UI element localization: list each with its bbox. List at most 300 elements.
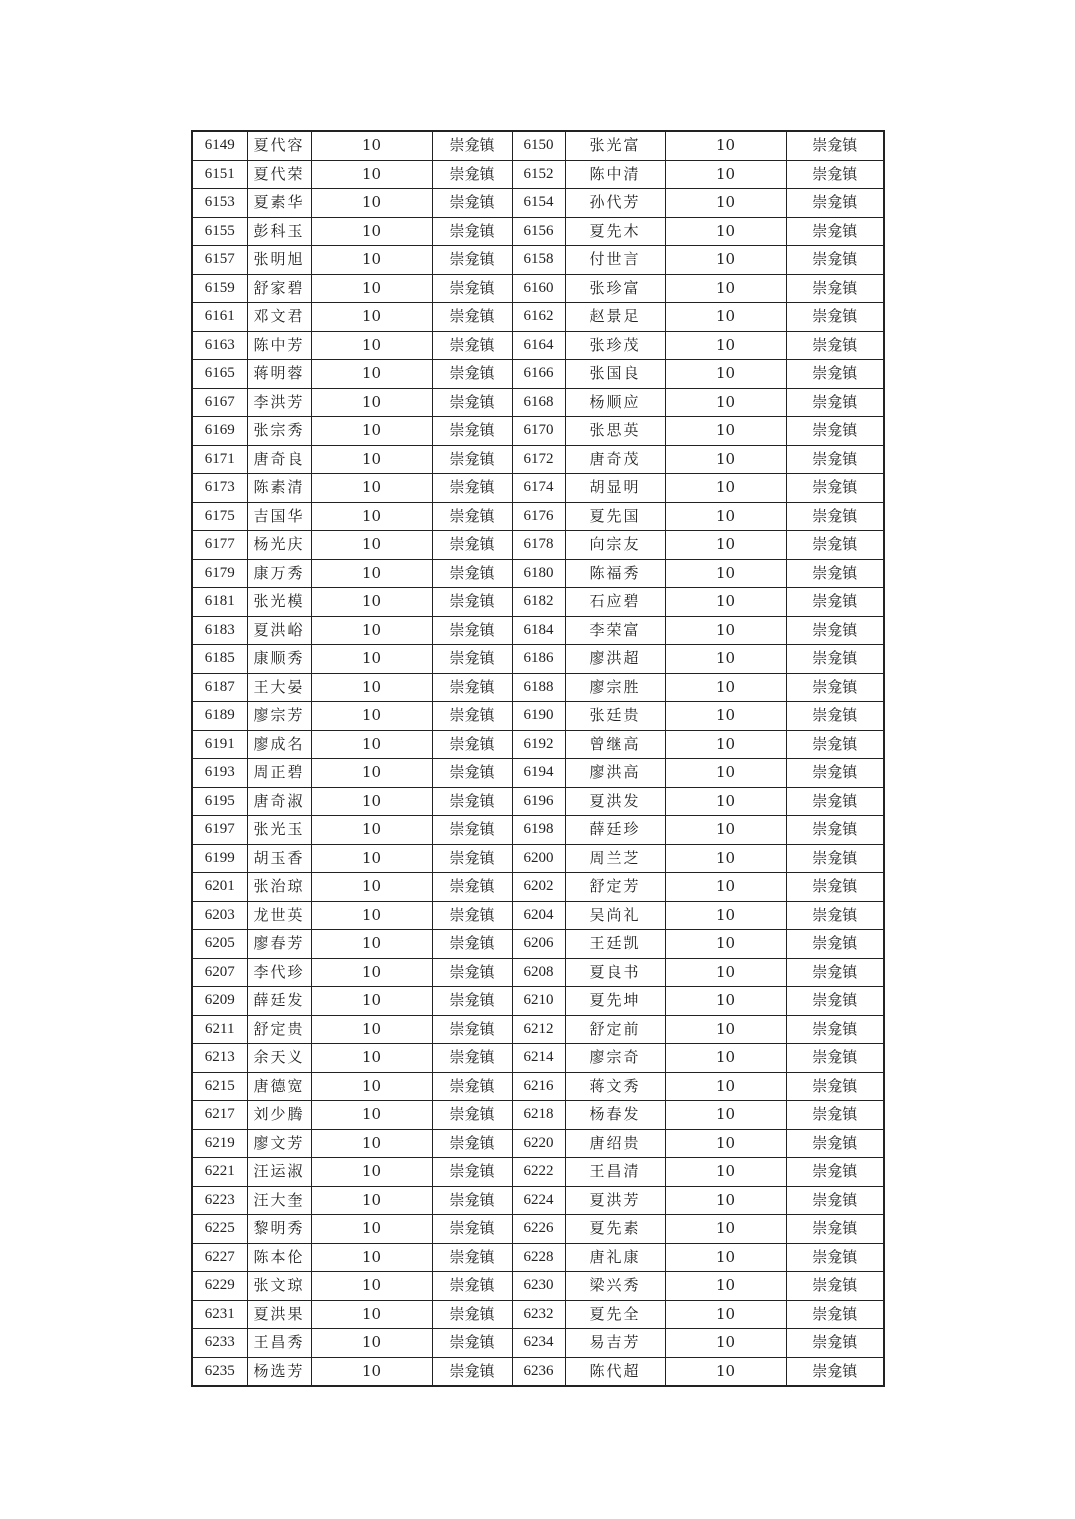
serial-number-cell: 6158 [512, 246, 565, 275]
name-cell: 陈代超 [565, 1357, 665, 1386]
name-cell: 吉国华 [247, 502, 311, 531]
name-cell: 胡显明 [565, 474, 665, 503]
town-cell: 崇龛镇 [432, 360, 512, 389]
name-cell: 廖春芳 [247, 930, 311, 959]
town-cell: 崇龛镇 [786, 1158, 884, 1187]
serial-number-cell: 6155 [192, 217, 247, 246]
amount-cell: 10 [665, 1357, 786, 1386]
serial-number-cell: 6175 [192, 502, 247, 531]
serial-number-cell: 6178 [512, 531, 565, 560]
serial-number-cell: 6181 [192, 588, 247, 617]
town-cell: 崇龛镇 [786, 1015, 884, 1044]
serial-number-cell: 6193 [192, 759, 247, 788]
serial-number-cell: 6236 [512, 1357, 565, 1386]
name-cell: 汪运淑 [247, 1158, 311, 1187]
amount-cell: 10 [665, 901, 786, 930]
amount-cell: 10 [311, 502, 432, 531]
table-row [192, 1129, 884, 1158]
serial-number-cell: 6200 [512, 844, 565, 873]
serial-number-cell: 6228 [512, 1243, 565, 1272]
serial-number-cell: 6222 [512, 1158, 565, 1187]
town-cell: 崇龛镇 [786, 645, 884, 674]
roster-table [191, 130, 885, 1387]
name-cell: 王昌清 [565, 1158, 665, 1187]
amount-cell: 10 [665, 588, 786, 617]
town-cell: 崇龛镇 [786, 930, 884, 959]
name-cell: 舒定芳 [565, 873, 665, 902]
amount-cell: 10 [665, 1044, 786, 1073]
table-row [192, 360, 884, 389]
amount-cell: 10 [311, 702, 432, 731]
amount-cell: 10 [311, 673, 432, 702]
amount-cell: 10 [311, 1072, 432, 1101]
serial-number-cell: 6233 [192, 1329, 247, 1358]
serial-number-cell: 6150 [512, 131, 565, 160]
town-cell: 崇龛镇 [786, 1044, 884, 1073]
amount-cell: 10 [311, 531, 432, 560]
serial-number-cell: 6176 [512, 502, 565, 531]
name-cell: 唐绍贵 [565, 1129, 665, 1158]
serial-number-cell: 6167 [192, 388, 247, 417]
town-cell: 崇龛镇 [432, 189, 512, 218]
town-cell: 崇龛镇 [432, 303, 512, 332]
town-cell: 崇龛镇 [786, 445, 884, 474]
name-cell: 张国良 [565, 360, 665, 389]
amount-cell: 10 [311, 1186, 432, 1215]
town-cell: 崇龛镇 [786, 1329, 884, 1358]
town-cell: 崇龛镇 [432, 787, 512, 816]
amount-cell: 10 [311, 816, 432, 845]
amount-cell: 10 [665, 930, 786, 959]
town-cell: 崇龛镇 [786, 1300, 884, 1329]
roster-body [192, 131, 884, 1386]
serial-number-cell: 6234 [512, 1329, 565, 1358]
serial-number-cell: 6180 [512, 559, 565, 588]
table-row [192, 930, 884, 959]
town-cell: 崇龛镇 [786, 1357, 884, 1386]
name-cell: 胡玉香 [247, 844, 311, 873]
serial-number-cell: 6163 [192, 331, 247, 360]
amount-cell: 10 [311, 1357, 432, 1386]
town-cell: 崇龛镇 [432, 930, 512, 959]
amount-cell: 10 [311, 388, 432, 417]
name-cell: 陈素清 [247, 474, 311, 503]
name-cell: 李荣富 [565, 616, 665, 645]
amount-cell: 10 [665, 1129, 786, 1158]
amount-cell: 10 [665, 474, 786, 503]
serial-number-cell: 6170 [512, 417, 565, 446]
town-cell: 崇龛镇 [432, 246, 512, 275]
amount-cell: 10 [665, 1015, 786, 1044]
amount-cell: 10 [311, 1129, 432, 1158]
name-cell: 李代珍 [247, 958, 311, 987]
serial-number-cell: 6174 [512, 474, 565, 503]
serial-number-cell: 6231 [192, 1300, 247, 1329]
amount-cell: 10 [311, 246, 432, 275]
amount-cell: 10 [665, 673, 786, 702]
town-cell: 崇龛镇 [786, 1129, 884, 1158]
amount-cell: 10 [311, 445, 432, 474]
name-cell: 唐奇茂 [565, 445, 665, 474]
serial-number-cell: 6186 [512, 645, 565, 674]
town-cell: 崇龛镇 [786, 1186, 884, 1215]
table-row [192, 588, 884, 617]
name-cell: 夏代容 [247, 131, 311, 160]
serial-number-cell: 6183 [192, 616, 247, 645]
serial-number-cell: 6189 [192, 702, 247, 731]
name-cell: 张文琼 [247, 1272, 311, 1301]
serial-number-cell: 6212 [512, 1015, 565, 1044]
amount-cell: 10 [311, 217, 432, 246]
name-cell: 向宗友 [565, 531, 665, 560]
name-cell: 彭科玉 [247, 217, 311, 246]
name-cell: 杨顺应 [565, 388, 665, 417]
serial-number-cell: 6204 [512, 901, 565, 930]
town-cell: 崇龛镇 [786, 588, 884, 617]
town-cell: 崇龛镇 [786, 1072, 884, 1101]
serial-number-cell: 6230 [512, 1272, 565, 1301]
serial-number-cell: 6164 [512, 331, 565, 360]
name-cell: 周兰芝 [565, 844, 665, 873]
town-cell: 崇龛镇 [786, 189, 884, 218]
town-cell: 崇龛镇 [432, 1072, 512, 1101]
serial-number-cell: 6172 [512, 445, 565, 474]
town-cell: 崇龛镇 [786, 1272, 884, 1301]
town-cell: 崇龛镇 [432, 987, 512, 1016]
town-cell: 崇龛镇 [432, 816, 512, 845]
amount-cell: 10 [311, 1158, 432, 1187]
serial-number-cell: 6199 [192, 844, 247, 873]
amount-cell: 10 [311, 360, 432, 389]
amount-cell: 10 [665, 160, 786, 189]
serial-number-cell: 6223 [192, 1186, 247, 1215]
town-cell: 崇龛镇 [432, 331, 512, 360]
serial-number-cell: 6203 [192, 901, 247, 930]
serial-number-cell: 6182 [512, 588, 565, 617]
amount-cell: 10 [311, 588, 432, 617]
table-row [192, 1272, 884, 1301]
town-cell: 崇龛镇 [786, 1243, 884, 1272]
town-cell: 崇龛镇 [786, 616, 884, 645]
serial-number-cell: 6156 [512, 217, 565, 246]
name-cell: 廖宗奇 [565, 1044, 665, 1073]
amount-cell: 10 [311, 417, 432, 446]
name-cell: 李洪芳 [247, 388, 311, 417]
town-cell: 崇龛镇 [786, 502, 884, 531]
name-cell: 易吉芳 [565, 1329, 665, 1358]
amount-cell: 10 [665, 1300, 786, 1329]
town-cell: 崇龛镇 [432, 616, 512, 645]
town-cell: 崇龛镇 [786, 816, 884, 845]
serial-number-cell: 6216 [512, 1072, 565, 1101]
town-cell: 崇龛镇 [432, 673, 512, 702]
serial-number-cell: 6224 [512, 1186, 565, 1215]
town-cell: 崇龛镇 [786, 331, 884, 360]
town-cell: 崇龛镇 [432, 1243, 512, 1272]
table-row [192, 816, 884, 845]
serial-number-cell: 6220 [512, 1129, 565, 1158]
amount-cell: 10 [311, 787, 432, 816]
amount-cell: 10 [311, 274, 432, 303]
serial-number-cell: 6152 [512, 160, 565, 189]
amount-cell: 10 [665, 844, 786, 873]
table-row [192, 445, 884, 474]
town-cell: 崇龛镇 [432, 559, 512, 588]
town-cell: 崇龛镇 [786, 131, 884, 160]
name-cell: 蒋明蓉 [247, 360, 311, 389]
serial-number-cell: 6192 [512, 730, 565, 759]
serial-number-cell: 6197 [192, 816, 247, 845]
town-cell: 崇龛镇 [786, 217, 884, 246]
amount-cell: 10 [311, 958, 432, 987]
serial-number-cell: 6209 [192, 987, 247, 1016]
town-cell: 崇龛镇 [786, 474, 884, 503]
name-cell: 孙代芳 [565, 189, 665, 218]
name-cell: 廖洪高 [565, 759, 665, 788]
serial-number-cell: 6159 [192, 274, 247, 303]
serial-number-cell: 6185 [192, 645, 247, 674]
amount-cell: 10 [665, 445, 786, 474]
name-cell: 邓文君 [247, 303, 311, 332]
table-row [192, 702, 884, 731]
amount-cell: 10 [665, 189, 786, 218]
serial-number-cell: 6213 [192, 1044, 247, 1073]
amount-cell: 10 [665, 531, 786, 560]
table-row [192, 217, 884, 246]
name-cell: 夏良书 [565, 958, 665, 987]
table-row [192, 131, 884, 160]
town-cell: 崇龛镇 [786, 958, 884, 987]
serial-number-cell: 6166 [512, 360, 565, 389]
table-row [192, 787, 884, 816]
amount-cell: 10 [311, 873, 432, 902]
name-cell: 康顺秀 [247, 645, 311, 674]
amount-cell: 10 [311, 616, 432, 645]
town-cell: 崇龛镇 [786, 673, 884, 702]
name-cell: 夏先国 [565, 502, 665, 531]
town-cell: 崇龛镇 [432, 217, 512, 246]
name-cell: 廖宗芳 [247, 702, 311, 731]
table-row [192, 1243, 884, 1272]
town-cell: 崇龛镇 [432, 388, 512, 417]
town-cell: 崇龛镇 [786, 873, 884, 902]
serial-number-cell: 6190 [512, 702, 565, 731]
name-cell: 张思英 [565, 417, 665, 446]
town-cell: 崇龛镇 [432, 1300, 512, 1329]
amount-cell: 10 [665, 1272, 786, 1301]
serial-number-cell: 6187 [192, 673, 247, 702]
amount-cell: 10 [665, 388, 786, 417]
town-cell: 崇龛镇 [786, 303, 884, 332]
name-cell: 唐奇良 [247, 445, 311, 474]
amount-cell: 10 [665, 303, 786, 332]
town-cell: 崇龛镇 [786, 417, 884, 446]
serial-number-cell: 6151 [192, 160, 247, 189]
name-cell: 王昌秀 [247, 1329, 311, 1358]
amount-cell: 10 [311, 131, 432, 160]
amount-cell: 10 [665, 502, 786, 531]
name-cell: 唐礼康 [565, 1243, 665, 1272]
serial-number-cell: 6214 [512, 1044, 565, 1073]
amount-cell: 10 [311, 303, 432, 332]
amount-cell: 10 [311, 1015, 432, 1044]
serial-number-cell: 6225 [192, 1215, 247, 1244]
amount-cell: 10 [311, 1101, 432, 1130]
name-cell: 夏代荣 [247, 160, 311, 189]
name-cell: 张廷贵 [565, 702, 665, 731]
name-cell: 陈中芳 [247, 331, 311, 360]
amount-cell: 10 [665, 1243, 786, 1272]
amount-cell: 10 [665, 759, 786, 788]
table-row [192, 901, 884, 930]
amount-cell: 10 [311, 759, 432, 788]
name-cell: 夏洪芳 [565, 1186, 665, 1215]
town-cell: 崇龛镇 [432, 1186, 512, 1215]
town-cell: 崇龛镇 [786, 160, 884, 189]
table-row [192, 958, 884, 987]
name-cell: 付世言 [565, 246, 665, 275]
town-cell: 崇龛镇 [786, 388, 884, 417]
name-cell: 唐德宽 [247, 1072, 311, 1101]
name-cell: 王廷凯 [565, 930, 665, 959]
serial-number-cell: 6160 [512, 274, 565, 303]
serial-number-cell: 6191 [192, 730, 247, 759]
amount-cell: 10 [665, 131, 786, 160]
name-cell: 黎明秀 [247, 1215, 311, 1244]
amount-cell: 10 [311, 559, 432, 588]
name-cell: 唐奇淑 [247, 787, 311, 816]
serial-number-cell: 6227 [192, 1243, 247, 1272]
amount-cell: 10 [311, 1329, 432, 1358]
town-cell: 崇龛镇 [786, 702, 884, 731]
serial-number-cell: 6196 [512, 787, 565, 816]
serial-number-cell: 6161 [192, 303, 247, 332]
serial-number-cell: 6168 [512, 388, 565, 417]
table-row [192, 1186, 884, 1215]
serial-number-cell: 6194 [512, 759, 565, 788]
amount-cell: 10 [665, 873, 786, 902]
serial-number-cell: 6218 [512, 1101, 565, 1130]
serial-number-cell: 6235 [192, 1357, 247, 1386]
serial-number-cell: 6179 [192, 559, 247, 588]
town-cell: 崇龛镇 [432, 844, 512, 873]
amount-cell: 10 [665, 787, 786, 816]
serial-number-cell: 6219 [192, 1129, 247, 1158]
town-cell: 崇龛镇 [786, 274, 884, 303]
town-cell: 崇龛镇 [786, 787, 884, 816]
amount-cell: 10 [311, 987, 432, 1016]
name-cell: 夏洪发 [565, 787, 665, 816]
table-row [192, 730, 884, 759]
amount-cell: 10 [665, 1215, 786, 1244]
amount-cell: 10 [665, 1158, 786, 1187]
town-cell: 崇龛镇 [786, 759, 884, 788]
table-row [192, 987, 884, 1016]
town-cell: 崇龛镇 [432, 502, 512, 531]
serial-number-cell: 6169 [192, 417, 247, 446]
table-row [192, 189, 884, 218]
amount-cell: 10 [665, 217, 786, 246]
table-row [192, 559, 884, 588]
amount-cell: 10 [311, 730, 432, 759]
table-row [192, 474, 884, 503]
name-cell: 夏先木 [565, 217, 665, 246]
serial-number-cell: 6211 [192, 1015, 247, 1044]
table-row [192, 303, 884, 332]
town-cell: 崇龛镇 [786, 531, 884, 560]
name-cell: 夏先素 [565, 1215, 665, 1244]
name-cell: 张宗秀 [247, 417, 311, 446]
amount-cell: 10 [311, 930, 432, 959]
serial-number-cell: 6221 [192, 1158, 247, 1187]
town-cell: 崇龛镇 [786, 730, 884, 759]
name-cell: 廖文芳 [247, 1129, 311, 1158]
amount-cell: 10 [311, 645, 432, 674]
amount-cell: 10 [665, 958, 786, 987]
amount-cell: 10 [311, 474, 432, 503]
town-cell: 崇龛镇 [432, 531, 512, 560]
table-row [192, 1101, 884, 1130]
town-cell: 崇龛镇 [432, 417, 512, 446]
amount-cell: 10 [665, 987, 786, 1016]
name-cell: 张光玉 [247, 816, 311, 845]
table-row [192, 1072, 884, 1101]
town-cell: 崇龛镇 [432, 645, 512, 674]
serial-number-cell: 6177 [192, 531, 247, 560]
town-cell: 崇龛镇 [432, 1272, 512, 1301]
amount-cell: 10 [311, 1215, 432, 1244]
serial-number-cell: 6198 [512, 816, 565, 845]
table-row [192, 531, 884, 560]
name-cell: 张治琼 [247, 873, 311, 902]
table-row [192, 759, 884, 788]
serial-number-cell: 6154 [512, 189, 565, 218]
serial-number-cell: 6173 [192, 474, 247, 503]
serial-number-cell: 6195 [192, 787, 247, 816]
table-row [192, 160, 884, 189]
town-cell: 崇龛镇 [432, 1015, 512, 1044]
table-row [192, 645, 884, 674]
serial-number-cell: 6226 [512, 1215, 565, 1244]
serial-number-cell: 6207 [192, 958, 247, 987]
amount-cell: 10 [665, 559, 786, 588]
town-cell: 崇龛镇 [786, 246, 884, 275]
name-cell: 梁兴秀 [565, 1272, 665, 1301]
name-cell: 龙世英 [247, 901, 311, 930]
town-cell: 崇龛镇 [432, 131, 512, 160]
serial-number-cell: 6201 [192, 873, 247, 902]
serial-number-cell: 6153 [192, 189, 247, 218]
name-cell: 康万秀 [247, 559, 311, 588]
serial-number-cell: 6232 [512, 1300, 565, 1329]
amount-cell: 10 [665, 616, 786, 645]
town-cell: 崇龛镇 [786, 1215, 884, 1244]
serial-number-cell: 6210 [512, 987, 565, 1016]
amount-cell: 10 [665, 274, 786, 303]
name-cell: 夏先坤 [565, 987, 665, 1016]
town-cell: 崇龛镇 [786, 1101, 884, 1130]
town-cell: 崇龛镇 [432, 274, 512, 303]
name-cell: 陈中清 [565, 160, 665, 189]
amount-cell: 10 [311, 1044, 432, 1073]
table-row [192, 274, 884, 303]
town-cell: 崇龛镇 [432, 1044, 512, 1073]
table-row [192, 1329, 884, 1358]
town-cell: 崇龛镇 [432, 1101, 512, 1130]
name-cell: 廖洪超 [565, 645, 665, 674]
amount-cell: 10 [311, 901, 432, 930]
amount-cell: 10 [665, 702, 786, 731]
